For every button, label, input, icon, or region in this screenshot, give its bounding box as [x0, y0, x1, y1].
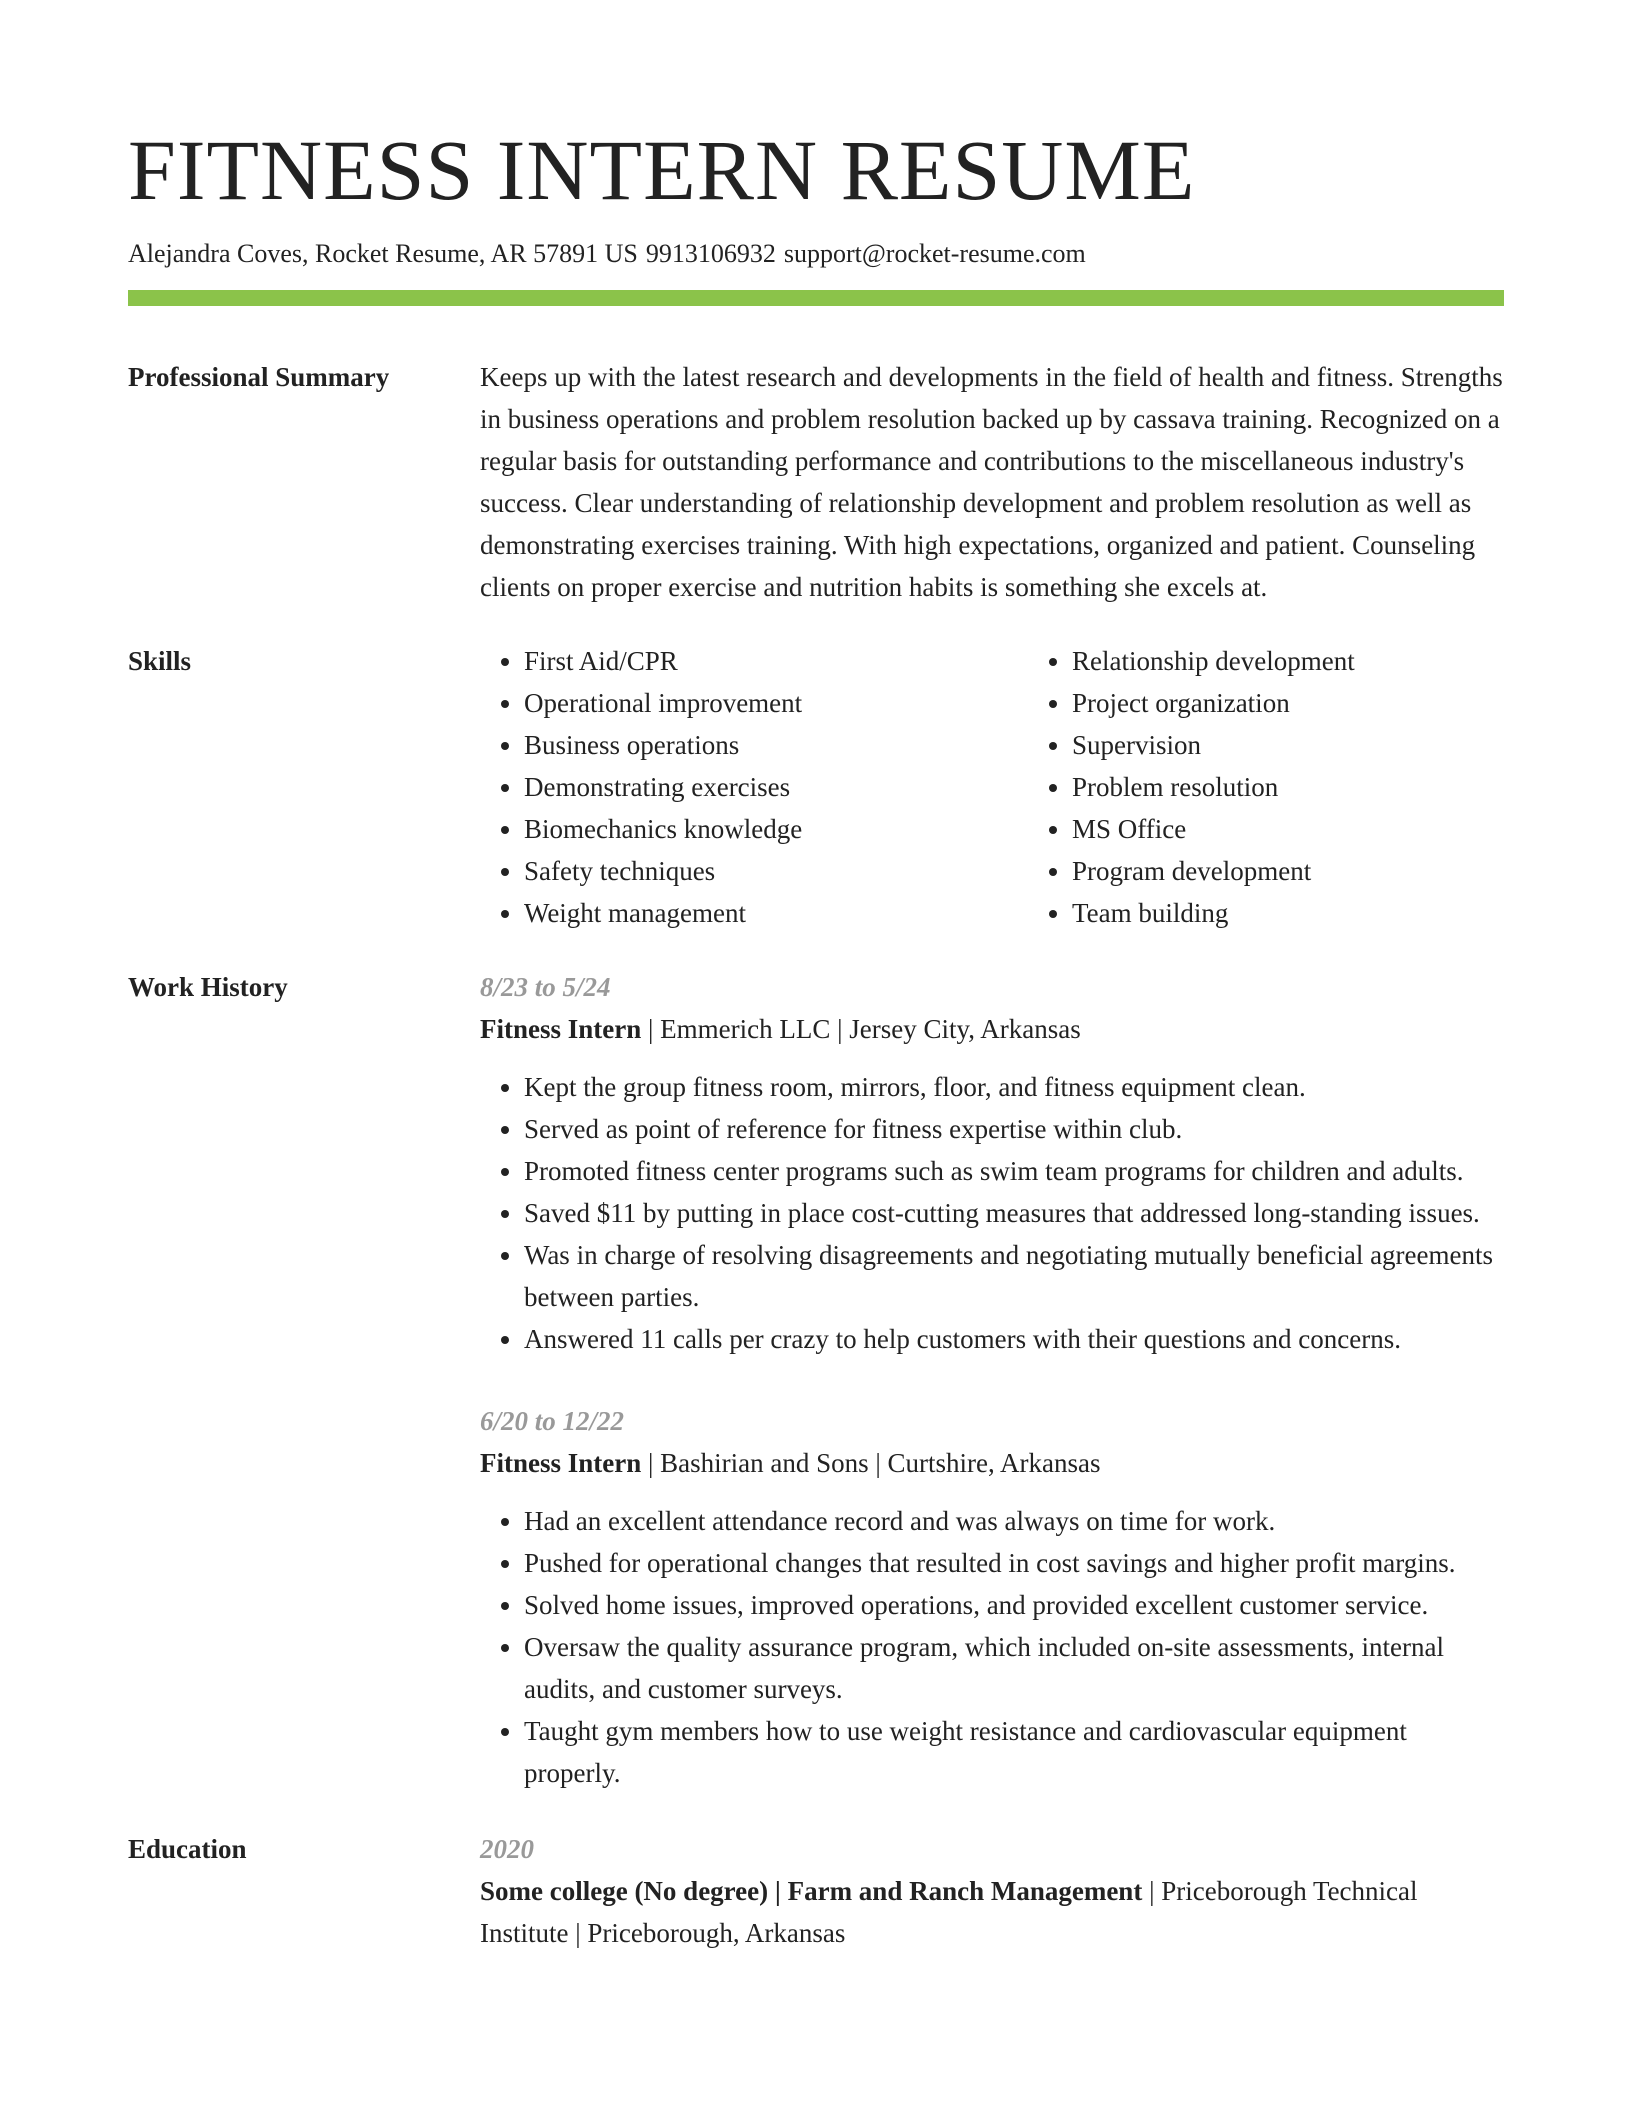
skill-item: • Program development	[1072, 850, 1576, 892]
contact-name-address: Alejandra Coves, Rocket Resume, AR 57891 US	[128, 239, 638, 268]
education-degree: Some college (No degree) | Farm and Ranch Management	[480, 1876, 1143, 1906]
skill-item: • Business operations	[524, 724, 1028, 766]
contact-line	[128, 236, 1504, 272]
skills-list-left	[480, 640, 1028, 934]
job-bullets	[480, 1500, 1504, 1794]
work-history-section	[128, 966, 1504, 1794]
skill-item: • Operational improvement	[524, 682, 1028, 724]
job-heading	[480, 1008, 1504, 1050]
job-entry	[480, 966, 1504, 1360]
job-bullet: • Pushed for operational changes that resulted in cost savings and higher profit margins.	[524, 1542, 1504, 1584]
job-bullet: • Served as point of reference for fitness expertise within club.	[524, 1108, 1504, 1150]
education-section	[128, 1828, 1504, 1954]
job-bullet: • Had an excellent attendance record and was always on time for work.	[524, 1500, 1504, 1542]
job-title: Fitness Intern	[480, 1448, 642, 1478]
skill-item: • Project organization	[1072, 682, 1576, 724]
skill-item: • Team building	[1072, 892, 1576, 934]
skill-item: • Demonstrating exercises	[524, 766, 1028, 808]
skill-item: • Biomechanics knowledge	[524, 808, 1028, 850]
job-dates: 8/23 to 5/24	[480, 972, 611, 1002]
resume-title: FITNESS INTERN RESUME	[128, 122, 1196, 218]
summary-section	[128, 356, 1504, 608]
education-label: Education	[128, 1834, 247, 1864]
header-divider	[128, 290, 1504, 306]
job-bullet: • Oversaw the quality assurance program, which included on-site assessments, internal audits, and customer surveys.	[524, 1626, 1504, 1710]
resume-page	[128, 118, 1504, 1954]
education-school: | Priceborough Technical Institute | Priceborough, Arkansas	[480, 1876, 1418, 1948]
job-bullet: • Kept the group fitness room, mirrors, floor, and fitness equipment clean.	[524, 1066, 1504, 1108]
job-dates: 6/20 to 12/22	[480, 1406, 625, 1436]
skill-item: • First Aid/CPR	[524, 640, 1028, 682]
job-bullet: • Answered 11 calls per crazy to help customers with their questions and concerns.	[524, 1318, 1504, 1360]
contact-email: support@rocket-resume.com	[783, 239, 1086, 268]
job-title: Fitness Intern	[480, 1014, 642, 1044]
work-history-label: Work History	[128, 972, 288, 1002]
summary-text: Keeps up with the latest research and developments in the field of health and fitness. Strengths in business operations and problem resolution backed up by cassava training. Recognized on a regular basis for outstanding performance and contributions to the miscellaneous industry's success. Clear understanding of relationship development and problem resolution as well as demonstrating exercises training. With high expectations, organized and patient. Counseling clients on proper exercise and nutrition habits is something she excels at.	[480, 362, 1503, 602]
skills-section	[128, 640, 1504, 934]
job-bullet: • Taught gym members how to use weight resistance and cardiovascular equipment properly.	[524, 1710, 1504, 1794]
job-entry	[480, 1400, 1504, 1794]
skill-item: • Weight management	[524, 892, 1028, 934]
job-bullet: • Saved $11 by putting in place cost-cutting measures that addressed long-standing issues.	[524, 1192, 1504, 1234]
job-details: | Emmerich LLC | Jersey City, Arkansas	[641, 1014, 1081, 1044]
skills-columns	[480, 640, 1576, 934]
job-details: | Bashirian and Sons | Curtshire, Arkansas	[641, 1448, 1101, 1478]
skill-item: • Relationship development	[1072, 640, 1576, 682]
skills-label: Skills	[128, 646, 192, 676]
job-heading	[480, 1442, 1504, 1484]
skill-item: • MS Office	[1072, 808, 1576, 850]
skills-list-right	[1028, 640, 1576, 934]
job-bullet: • Promoted fitness center programs such as swim team programs for children and adults.	[524, 1150, 1504, 1192]
job-bullet: • Was in charge of resolving disagreements and negotiating mutually beneficial agreements between parties.	[524, 1234, 1504, 1318]
contact-phone: 9913106932	[645, 239, 776, 268]
education-heading	[480, 1870, 1504, 1954]
job-bullet: • Solved home issues, improved operations, and provided excellent customer service.	[524, 1584, 1504, 1626]
education-year: 2020	[480, 1834, 534, 1864]
job-bullets	[480, 1066, 1504, 1360]
summary-label: Professional Summary	[128, 362, 390, 392]
skill-item: • Supervision	[1072, 724, 1576, 766]
skill-item: • Problem resolution	[1072, 766, 1576, 808]
skill-item: • Safety techniques	[524, 850, 1028, 892]
